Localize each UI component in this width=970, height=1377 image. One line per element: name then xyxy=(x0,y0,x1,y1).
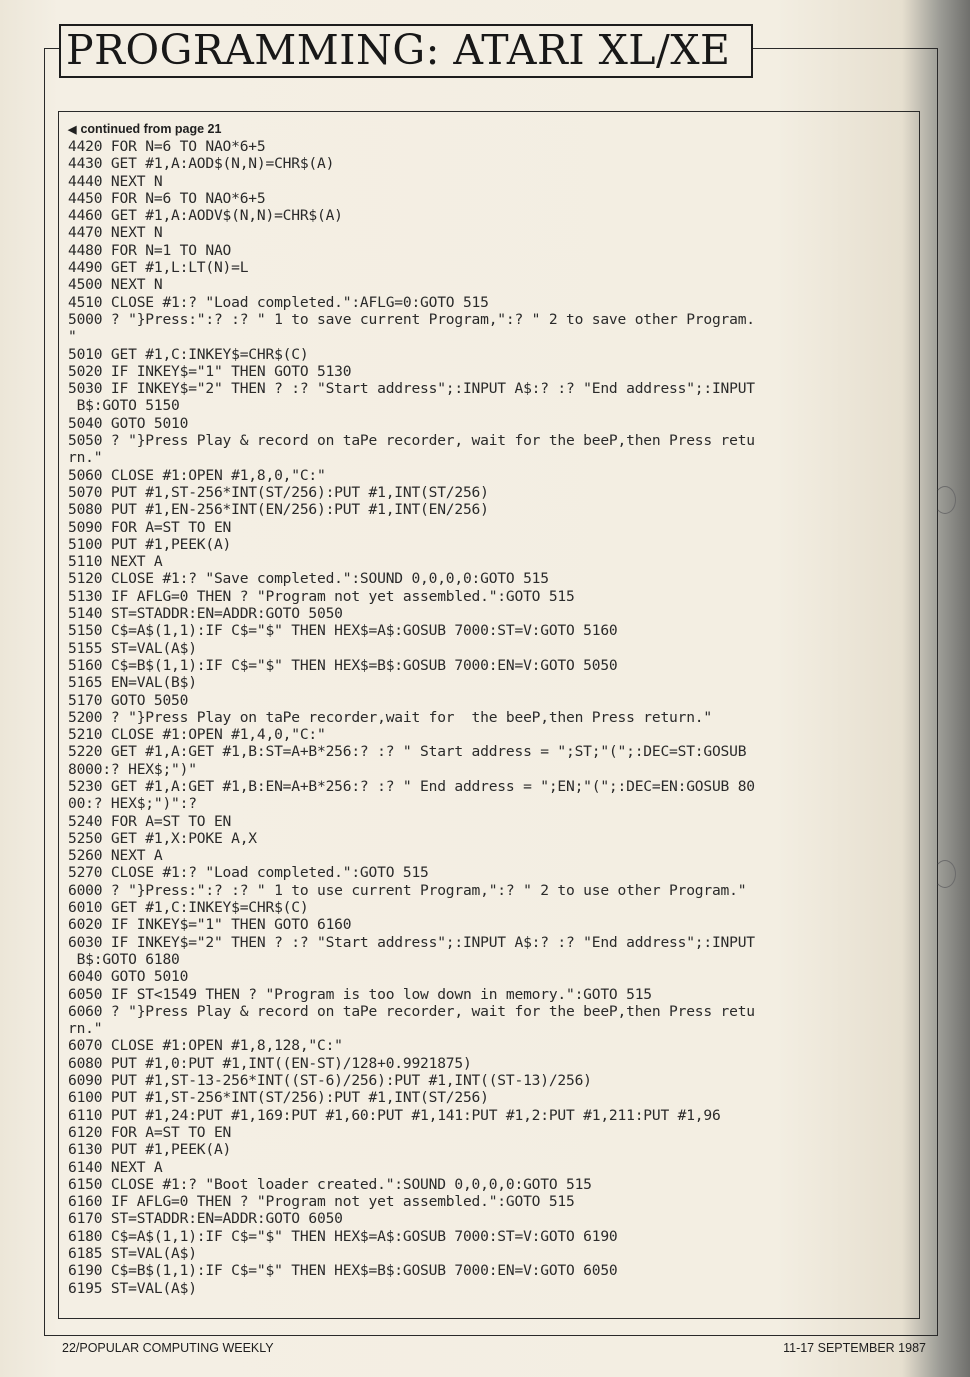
code-line: 6160 IF AFLG=0 THEN ? "Program not yet assembled.":GOTO 515 xyxy=(68,1193,575,1211)
code-line: 5220 GET #1,A:GET #1,B:ST=A+B*256:? :? " Start address = ";ST;"(";:DEC=ST:GOSUB xyxy=(68,743,747,761)
code-line: 6100 PUT #1,ST-256*INT(ST/256):PUT #1,INT(ST/256) xyxy=(68,1089,489,1107)
code-line: 4430 GET #1,A:AOD$(N,N)=CHR$(A) xyxy=(68,155,335,173)
code-line: 5120 CLOSE #1:? "Save completed.":SOUND 0,0,0,0:GOTO 515 xyxy=(68,570,549,588)
page-title: PROGRAMMING: ATARI XL/XE xyxy=(66,26,731,74)
code-line: 5090 FOR A=ST TO EN xyxy=(68,518,232,536)
code-line: 6040 GOTO 5010 xyxy=(68,968,189,986)
code-line: rn." xyxy=(68,1020,103,1038)
code-line: 6190 C$=B$(1,1):IF C$="$" THEN HEX$=B$:GOSUB 7000:EN=V:GOTO 6050 xyxy=(68,1262,618,1280)
code-line: 6020 IF INKEY$="1" THEN GOTO 6160 xyxy=(68,916,352,934)
code-line: 6030 IF INKEY$="2" THEN ? :? "Start address";:INPUT A$:? :? "End address";:INPUT xyxy=(68,933,755,951)
code-line: 5210 CLOSE #1:OPEN #1,4,0,"C:" xyxy=(68,726,326,744)
binder-hole xyxy=(934,486,956,514)
code-line: 5030 IF INKEY$="2" THEN ? :? "Start address";:INPUT A$:? :? "End address";:INPUT xyxy=(68,380,755,398)
code-line: 5130 IF AFLG=0 THEN ? "Program not yet assembled.":GOTO 515 xyxy=(68,587,575,605)
code-line: 6110 PUT #1,24:PUT #1,169:PUT #1,60:PUT #1,141:PUT #1,2:PUT #1,211:PUT #1,96 xyxy=(68,1106,721,1124)
code-line: 4480 FOR N=1 TO NAO xyxy=(68,241,232,259)
footer-date: 11-17 SEPTEMBER 1987 xyxy=(783,1341,926,1355)
code-line: 6060 ? "}Press Play & record on taPe recorder, wait for the beeP,then Press retu xyxy=(68,1002,755,1020)
code-line: 6180 C$=A$(1,1):IF C$="$" THEN HEX$=A$:GOSUB 7000:ST=V:GOTO 6190 xyxy=(68,1227,618,1245)
code-line: 5050 ? "}Press Play & record on taPe recorder, wait for the beeP,then Press retu xyxy=(68,432,755,450)
code-line: 5040 GOTO 5010 xyxy=(68,414,189,432)
code-line: 5270 CLOSE #1:? "Load completed.":GOTO 515 xyxy=(68,864,429,882)
code-line: 5170 GOTO 5050 xyxy=(68,691,189,709)
code-line: 5100 PUT #1,PEEK(A) xyxy=(68,535,232,553)
code-line: 6090 PUT #1,ST-13-256*INT((ST-6)/256):PUT #1,INT((ST-13)/256) xyxy=(68,1072,592,1090)
code-line: 5160 C$=B$(1,1):IF C$="$" THEN HEX$=B$:GOSUB 7000:EN=V:GOTO 5050 xyxy=(68,656,618,674)
code-line: 4510 CLOSE #1:? "Load completed.":AFLG=0:GOTO 515 xyxy=(68,293,489,311)
code-line: 6070 CLOSE #1:OPEN #1,8,128,"C:" xyxy=(68,1037,343,1055)
code-line: 4420 FOR N=6 TO NAO*6+5 xyxy=(68,138,266,155)
binder-hole xyxy=(934,860,956,888)
code-line: 5200 ? "}Press Play on taPe recorder,wait for the beeP,then Press return." xyxy=(68,708,712,726)
code-line: 6170 ST=STADDR:EN=ADDR:GOTO 6050 xyxy=(68,1210,343,1228)
code-line: 5230 GET #1,A:GET #1,B:EN=A+B*256:? :? " End address = ";EN;"(";:DEC=EN:GOSUB 80 xyxy=(68,777,755,795)
code-line: 6140 NEXT A xyxy=(68,1158,163,1176)
code-line: B$:GOTO 5150 xyxy=(68,397,180,415)
basic-listing xyxy=(68,138,913,1297)
continued-note xyxy=(68,121,221,138)
code-line: 5150 C$=A$(1,1):IF C$="$" THEN HEX$=A$:GOSUB 7000:ST=V:GOTO 5160 xyxy=(68,622,618,640)
code-line: 5140 ST=STADDR:EN=ADDR:GOTO 5050 xyxy=(68,605,343,623)
code-line: 5020 IF INKEY$="1" THEN GOTO 5130 xyxy=(68,362,352,380)
code-line: 4440 NEXT N xyxy=(68,172,163,190)
code-line: 5260 NEXT A xyxy=(68,847,163,865)
code-line: 4450 FOR N=6 TO NAO*6+5 xyxy=(68,189,266,207)
left-triangle-icon: ◀ xyxy=(68,124,77,136)
code-line: 5080 PUT #1,EN-256*INT(EN/256):PUT #1,INT(EN/256) xyxy=(68,501,489,519)
code-line: 6120 FOR A=ST TO EN xyxy=(68,1123,232,1141)
code-line: rn." xyxy=(68,449,103,467)
code-line: 5110 NEXT A xyxy=(68,553,163,571)
code-line: 00:? HEX$;")":? xyxy=(68,795,197,813)
code-line: 5010 GET #1,C:INKEY$=CHR$(C) xyxy=(68,345,309,363)
code-line: 8000:? HEX$;")" xyxy=(68,760,197,778)
code-line: 6150 CLOSE #1:? "Boot loader created.":SOUND 0,0,0,0:GOTO 515 xyxy=(68,1175,592,1193)
code-line: 6080 PUT #1,0:PUT #1,INT((EN-ST)/128+0.9921875) xyxy=(68,1054,472,1072)
continued-text: continued from page 21 xyxy=(80,122,222,136)
code-line: 4500 NEXT N xyxy=(68,276,163,294)
code-line: 5250 GET #1,X:POKE A,X xyxy=(68,829,257,847)
code-line: 6000 ? "}Press:":? :? " 1 to use current Program,":? " 2 to use other Program." xyxy=(68,881,747,899)
code-line: 6010 GET #1,C:INKEY$=CHR$(C) xyxy=(68,899,309,917)
code-line: 4490 GET #1,L:LT(N)=L xyxy=(68,259,249,277)
code-line: 5240 FOR A=ST TO EN xyxy=(68,812,232,830)
code-line: 6185 ST=VAL(A$) xyxy=(68,1245,197,1262)
code-line: 5000 ? "}Press:":? :? " 1 to save current Program,":? " 2 to save other Program. xyxy=(68,310,755,328)
code-line: 6195 ST=VAL(A$) xyxy=(68,1279,197,1297)
code-line: B$:GOTO 6180 xyxy=(68,950,180,968)
code-line: 4460 GET #1,A:AODV$(N,N)=CHR$(A) xyxy=(68,207,343,225)
footer-publication: 22/POPULAR COMPUTING WEEKLY xyxy=(62,1341,274,1355)
code-line: 5060 CLOSE #1:OPEN #1,8,0,"C:" xyxy=(68,466,326,484)
code-line: " xyxy=(68,328,77,346)
code-line: 6130 PUT #1,PEEK(A) xyxy=(68,1141,232,1159)
code-line: 6050 IF ST<1549 THEN ? "Program is too low down in memory.":GOTO 515 xyxy=(68,985,652,1003)
code-line: 5165 EN=VAL(B$) xyxy=(68,674,197,692)
code-line: 5070 PUT #1,ST-256*INT(ST/256):PUT #1,INT(ST/256) xyxy=(68,483,489,501)
code-line: 5155 ST=VAL(A$) xyxy=(68,639,197,657)
code-line: 4470 NEXT N xyxy=(68,224,163,242)
